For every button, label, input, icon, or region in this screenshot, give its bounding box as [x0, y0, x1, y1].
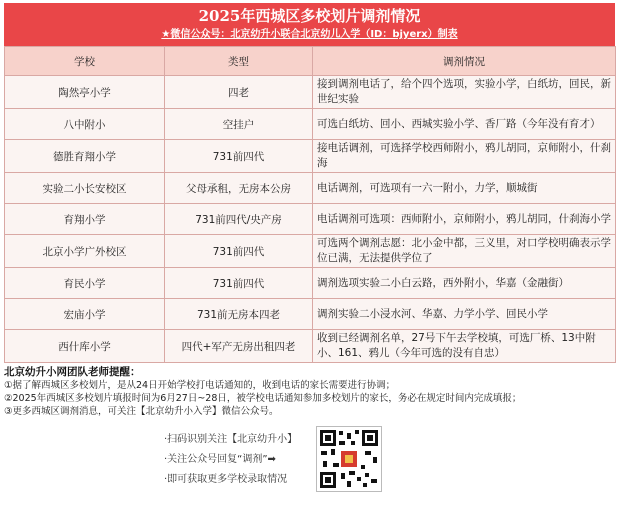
column-header-detail: 调剂情况 [313, 47, 616, 76]
footer-promo [4, 422, 615, 502]
type-cell: 731前四代 [165, 235, 313, 268]
detail-cell: 调剂实验二小浸水河、华嘉、力学小学、回民小学 [313, 299, 616, 330]
table-row [5, 235, 616, 268]
table-row [5, 299, 616, 330]
page [4, 3, 615, 511]
school-cell: 实验二小长安校区 [5, 173, 165, 204]
detail-cell: 电话调剂可选项：西师附小，京师附小，鸦儿胡同，什刹海小学 [313, 204, 616, 235]
school-cell: 陶然亭小学 [5, 76, 165, 109]
school-cell: 北京小学广外校区 [5, 235, 165, 268]
type-cell: 空挂户 [165, 109, 313, 140]
type-cell: 731前四代 [165, 268, 313, 299]
promo-text [164, 430, 297, 490]
table-row [5, 204, 616, 235]
note-item: ②2025年西城区多校划片填报时间为6月27日~28日，被学校电话通知参加多校划片的家长，务必在规定时间内完成填报； [4, 393, 522, 404]
type-cell: 四代+军产无房出租四老 [165, 330, 313, 363]
qr-code-icon[interactable] [316, 426, 382, 492]
note-item: ①据了解西城区多校划片，是从24日开始学校打电话通知的，收到电话的家长需要进行协调； [4, 380, 396, 391]
detail-cell: 电话调剂，可选项有一六一附小，力学，顺城街 [313, 173, 616, 204]
header-banner [4, 3, 615, 46]
table-row [5, 268, 616, 299]
school-cell: 宏庙小学 [5, 299, 165, 330]
table-row [5, 330, 616, 363]
detail-cell: 可选白纸坊、回小、西城实验小学、香厂路（今年没有育才） [313, 109, 616, 140]
table-row [5, 109, 616, 140]
table-row [5, 173, 616, 204]
table-header-row [5, 47, 616, 76]
notes-title: 北京幼升小网团队老师提醒： [4, 366, 141, 378]
promo-line: ·关注公众号回复“调剂”➡ [164, 454, 276, 465]
detail-cell: 接电话调剂，可选择学校西师附小，鸦儿胡同，京师附小，什刹海 [313, 140, 616, 173]
type-cell: 731前四代 [165, 140, 313, 173]
column-header-type: 类型 [165, 47, 313, 76]
page-title: 2025年西城区多校划片调剂情况 [198, 7, 421, 25]
school-cell: 西什库小学 [5, 330, 165, 363]
reminder-notes [4, 366, 615, 418]
type-cell: 四老 [165, 76, 313, 109]
school-cell: 育民小学 [5, 268, 165, 299]
type-cell: 731前无房本四老 [165, 299, 313, 330]
type-cell: 731前四代/央产房 [165, 204, 313, 235]
type-cell: 父母承租，无房本公房 [165, 173, 313, 204]
adjustment-table [4, 46, 616, 363]
table-row [5, 140, 616, 173]
school-cell: 德胜育翔小学 [5, 140, 165, 173]
detail-cell: 接到调剂电话了，给个四个选项，实验小学，白纸坊，回民，新世纪实验 [313, 76, 616, 109]
table-row [5, 76, 616, 109]
column-header-school: 学校 [5, 47, 165, 76]
note-item: ③更多西城区调剂消息，可关注【北京幼升小入学】微信公众号。 [4, 406, 279, 417]
school-cell: 八中附小 [5, 109, 165, 140]
detail-cell: 可选两个调剂志愿：北小金中都，三义里，对口学校明确表示学位已满，无法提供学位了 [313, 235, 616, 268]
promo-line: ·扫码识别关注【北京幼升小】 [164, 434, 298, 445]
promo-line: ·即可获取更多学校录取情况 [164, 474, 288, 485]
page-subtitle: ★微信公众号：北京幼升小联合北京幼儿入学（ID：bjyerx）制表 [161, 29, 458, 40]
detail-cell: 收到已经调剂名单，27号下午去学校填，可选厂桥、13中附小、161、鸦儿（今年可选的没有自忠） [313, 330, 616, 363]
detail-cell: 调剂选项实验二小白云路，西外附小，华嘉（金融街） [313, 268, 616, 299]
school-cell: 育翔小学 [5, 204, 165, 235]
